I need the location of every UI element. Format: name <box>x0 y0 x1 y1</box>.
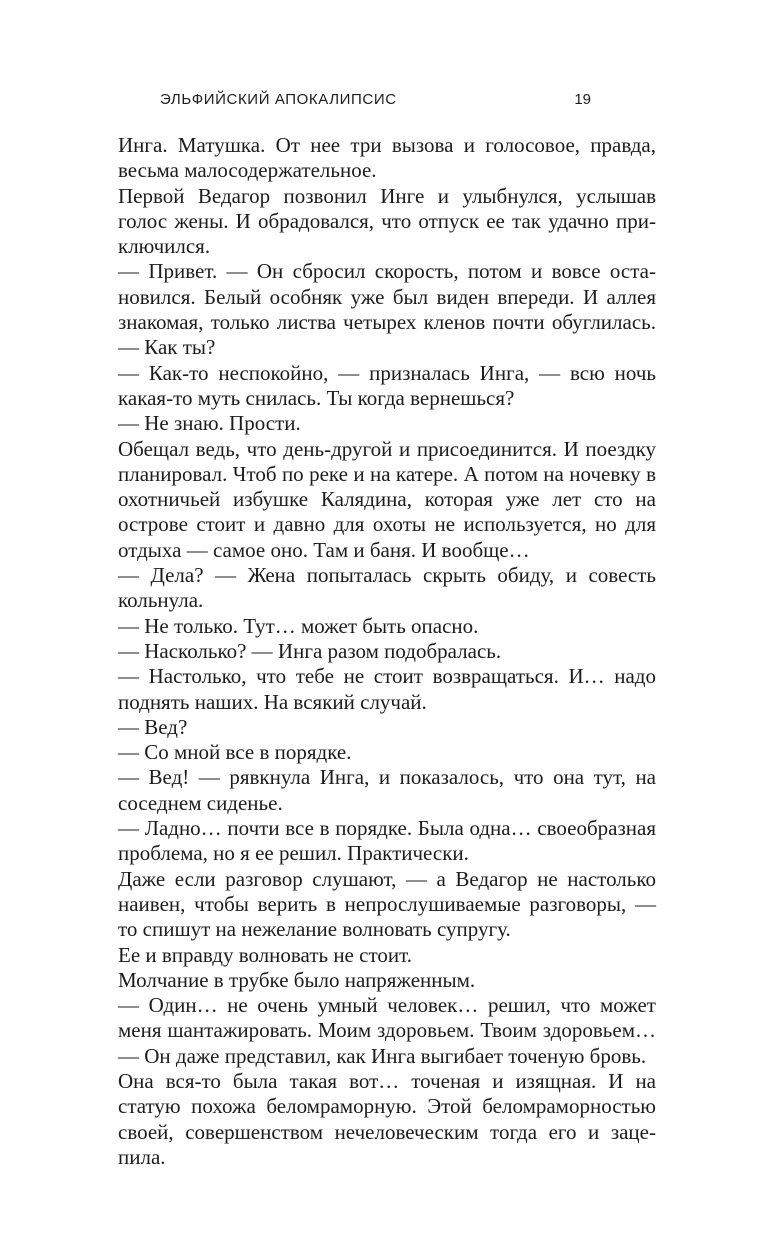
paragraph: — Не только. Тут… может быть опасно. <box>118 613 479 638</box>
paragraph: Даже если разговор слушают, — а Ведагор не настолько наивен, чтобы верить в непрослушиваемые разговоры, — то спишут на нежелание волновать супругу. <box>118 866 656 942</box>
running-head <box>160 91 591 113</box>
paragraph: — Ладно… почти все в порядке. Была одна… своеобразная проблема, но я ее решил. Практически. <box>118 816 656 866</box>
paragraph: Она вся-то была такая вот… точеная и изящная. И на статую похожа беломраморную. Этой беломраморностью своей, совершенством нечеловеческим тогда его и зацепила. <box>118 1068 656 1169</box>
page-number: 19 <box>574 91 591 108</box>
paragraph: Обещал ведь, что день-другой и присоединится. И поездку планировал. Чтоб по реке и на катере. А потом на ночевку в охотничьей избушке Калядина, которая уже лет сто на острове стоит и давно для охоты не используется, но для отдыха — самое оно. Там и баня. И вообще… <box>118 436 656 562</box>
running-title: ЭЛЬФИЙСКИЙ АПОКАЛИПСИС <box>160 91 397 108</box>
paragraph: — Вед? <box>118 714 188 739</box>
paragraph: — Насколько? — Инга разом подобралась. <box>118 638 502 663</box>
paragraph: — Со мной все в порядке. <box>118 740 352 765</box>
paragraph: — Один… не очень умный человек… решил, что может меня шантажировать. Моим здоровьем. Твоим здоровьем… — Он даже представил, как Инга выгибает точеную бровь. <box>118 993 656 1068</box>
paragraph: Молчание в трубке было напряженным. <box>118 967 476 992</box>
paragraph: — Настолько, что тебе не стоит возвращаться. И… надо поднять наших. На всякий случай. <box>118 664 656 714</box>
body-text <box>118 133 656 1170</box>
paragraph: — Привет. — Он сбросил скорость, потом и вовсе остановился. Белый особняк уже был виден впереди. И аллея знакомая, только листва четырех кленов почти обуглилась. — Как ты? <box>118 259 656 360</box>
paragraph: — Вед! — рявкнула Инга, и показалось, что она тут, на соседнем сиденье. <box>118 765 656 815</box>
paragraph: Первой Ведагор позвонил Инге и улыбнулся, услышав голос жены. И обрадовался, что отпуск ее так удачно приключился. <box>118 183 656 259</box>
paragraph: — Не знаю. Прости. <box>118 411 301 436</box>
paragraph: — Как-то неспокойно, — призналась Инга, — всю ночь какая-то муть снилась. Ты когда вернешься? <box>118 360 656 410</box>
paragraph: — Дела? — Жена попыталась скрыть обиду, и совесть кольнула. <box>118 563 656 613</box>
paragraph: Ее и вправду волновать не стоит. <box>118 942 412 967</box>
paragraph: Инга. Матушка. От нее три вызова и голосовое, правда, весьма малосодержательное. <box>118 133 656 183</box>
